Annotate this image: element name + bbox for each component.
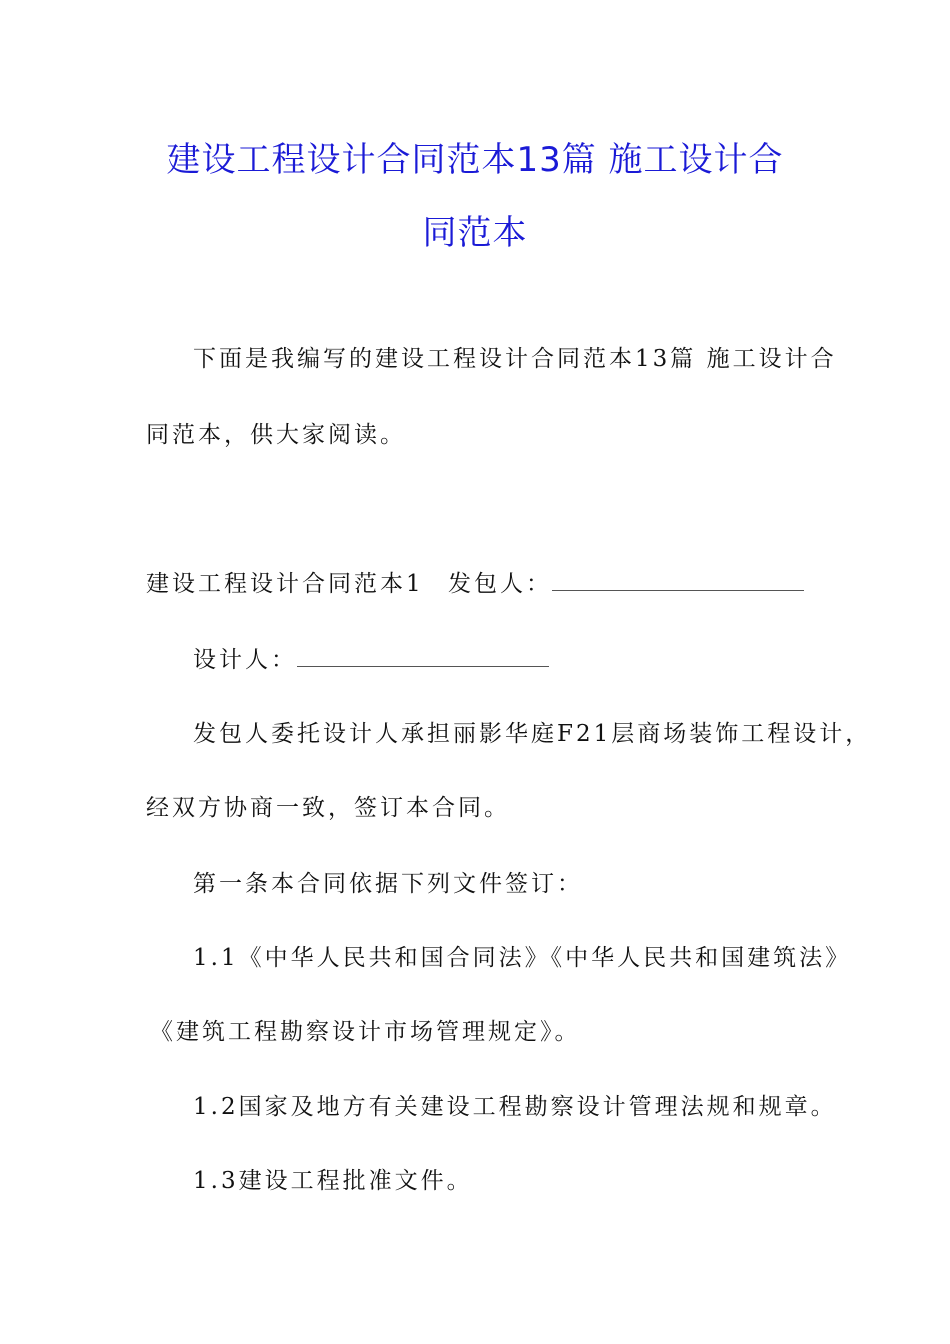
document-title-line-1: 建设工程设计合同范本13篇 施工设计合 (166, 140, 784, 180)
intro-line-1: 下面是我编写的建设工程设计合同范本13篇 施工设计合 (193, 346, 837, 372)
intro-line-2: 同范本，供大家阅读。 (146, 422, 406, 448)
item-1-1-line-2: 《建筑工程勘察设计市场管理规定》。 (150, 1019, 581, 1045)
paragraph-1-line-2: 经双方协商一致，签订本合同。 (146, 795, 510, 821)
document-title-line-2: 同范本 (422, 213, 528, 253)
item-1-1-line-1: 1.1《中华人民共和国合同法》《中华人民共和国建筑法》 (193, 945, 852, 971)
employer-blank (552, 570, 804, 591)
section-heading: 建设工程设计合同范本1 (146, 571, 424, 597)
paragraph-1-line-1: 发包人委托设计人承担丽影华庭F21层商场装饰工程设计， (193, 721, 872, 747)
item-1-2: 1.2国家及地方有关建设工程勘察设计管理法规和规章。 (193, 1094, 837, 1120)
designer-blank (297, 646, 549, 667)
article-1-heading: 第一条本合同依据下列文件签订： (193, 871, 583, 897)
employer-label: 发包人： (448, 571, 552, 597)
designer-field (193, 645, 549, 675)
designer-label: 设计人： (193, 647, 297, 673)
item-1-3: 1.3建设工程批准文件。 (193, 1168, 473, 1194)
employer-field (448, 569, 804, 599)
